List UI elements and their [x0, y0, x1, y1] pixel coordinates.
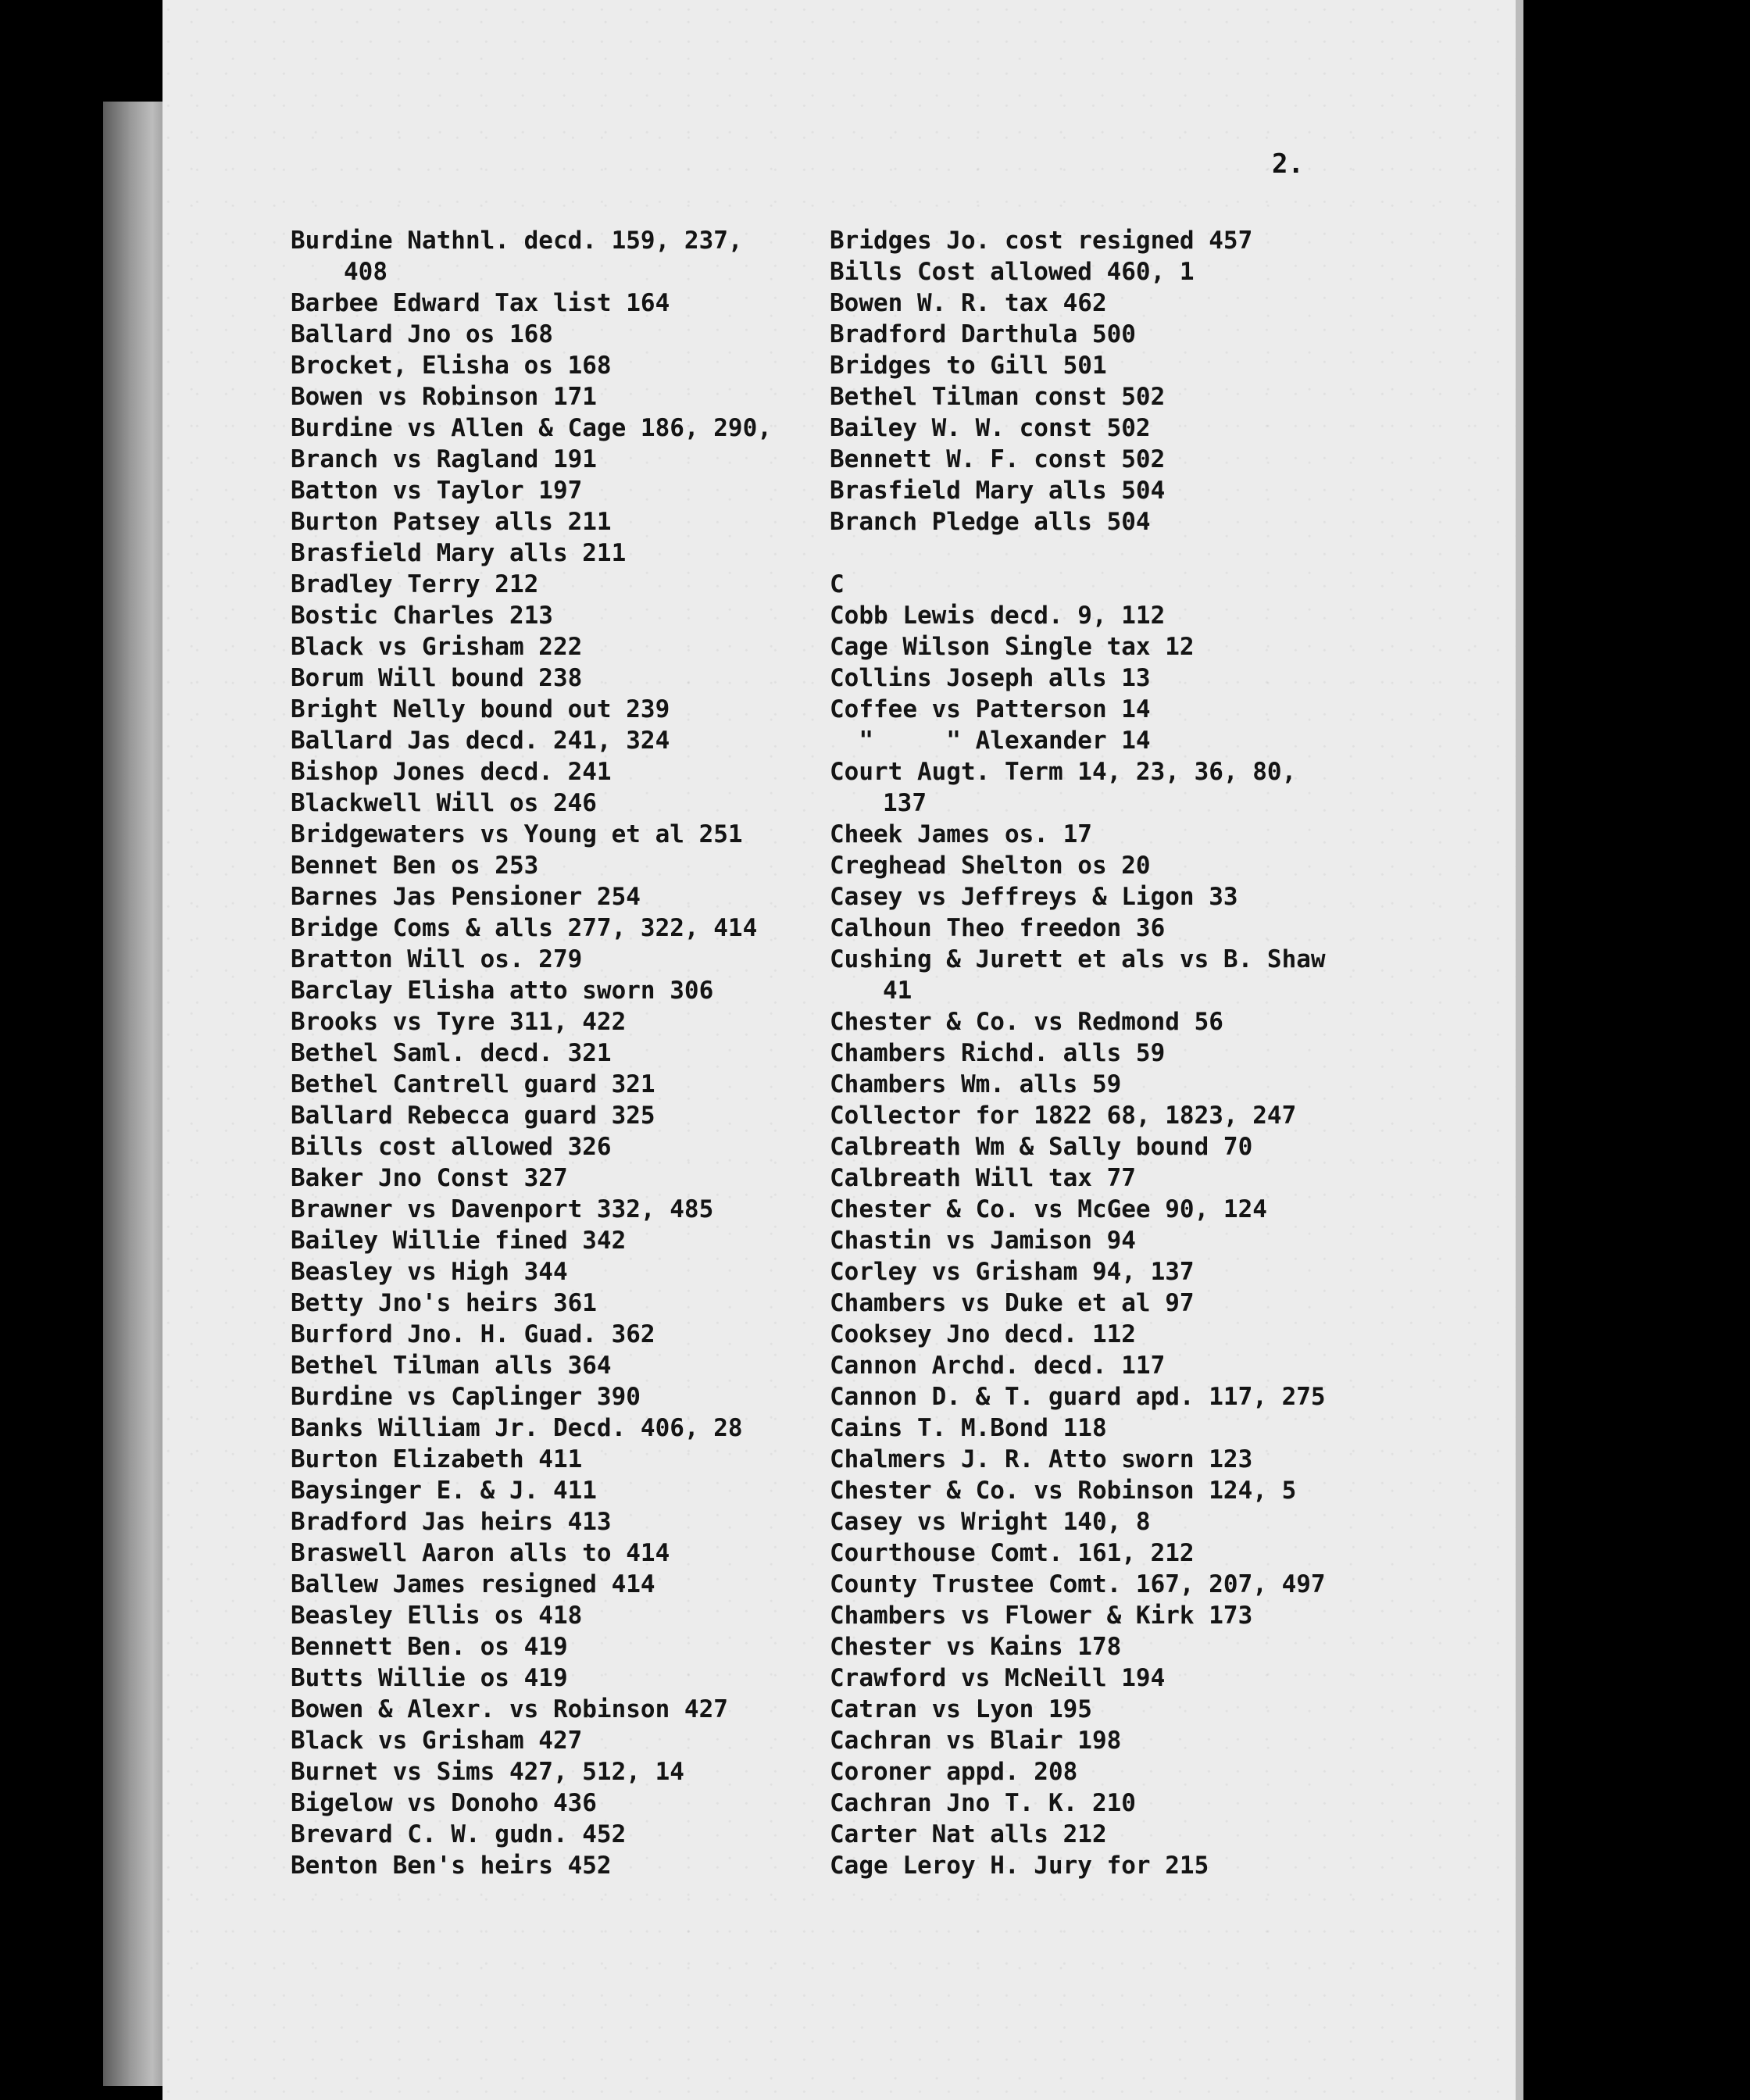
index-entry: Benton Ben's heirs 452 [291, 1852, 612, 1880]
index-entry: Ballew James resigned 414 [291, 1570, 655, 1598]
index-entry: Bridgewaters vs Young et al 251 [291, 820, 743, 848]
index-entry: Bowen & Alexr. vs Robinson 427 [291, 1695, 728, 1723]
index-entry: Burdine Nathnl. decd. 159, 237, [291, 227, 743, 255]
index-entry: Chalmers J. R. Atto sworn 123 [830, 1445, 1253, 1473]
index-entry: Brooks vs Tyre 311, 422 [291, 1008, 627, 1036]
index-entry: Brocket, Elisha os 168 [291, 352, 612, 380]
index-entry: Cage Wilson Single tax 12 [830, 633, 1195, 661]
index-entry: Burdine vs Allen & Cage 186, 290, [291, 414, 772, 442]
index-entry: Brasfield Mary alls 211 [291, 539, 627, 567]
blank-line [830, 538, 1423, 569]
index-entry: Cushing & Jurett et als vs B. Shaw [830, 945, 1326, 973]
index-entry: Brasfield Mary alls 504 [830, 477, 1166, 505]
index-entry: Cooksey Jno decd. 112 [830, 1320, 1136, 1348]
index-entry: Calhoun Theo freedon 36 [830, 914, 1166, 942]
index-entry: Branch Pledge alls 504 [830, 508, 1151, 536]
index-entry: Beasley Ellis os 418 [291, 1602, 583, 1630]
index-entry: Chester & Co. vs Robinson 124, 5 [830, 1477, 1297, 1505]
index-entry: Burdine vs Caplinger 390 [291, 1383, 641, 1411]
index-entry-continuation: 41 [883, 977, 912, 1005]
index-entry: Baker Jno Const 327 [291, 1164, 568, 1192]
index-entry: C [830, 570, 845, 598]
index-entry: Burnet vs Sims 427, 512, 14 [291, 1758, 684, 1786]
index-entry: Chambers vs Flower & Kirk 173 [830, 1602, 1253, 1630]
index-entry: Batton vs Taylor 197 [291, 477, 583, 505]
index-entry: Bennet Ben os 253 [291, 852, 539, 880]
index-entry: Burton Elizabeth 411 [291, 1445, 583, 1473]
index-entry: Cachran vs Blair 198 [830, 1727, 1122, 1755]
index-entry: Bennett Ben. os 419 [291, 1633, 568, 1661]
index-entry: Cachran Jno T. K. 210 [830, 1789, 1136, 1817]
index-entry: Calbreath Wm & Sally bound 70 [830, 1133, 1253, 1161]
index-entry: Bridges to Gill 501 [830, 352, 1107, 380]
index-entry: Black vs Grisham 222 [291, 633, 583, 661]
index-entry: Banks William Jr. Decd. 406, 28 [291, 1414, 743, 1442]
index-entry: County Trustee Comt. 167, 207, 497 [830, 1570, 1326, 1598]
index-column-right [830, 225, 1423, 1881]
index-entry: Cains T. M.Bond 118 [830, 1414, 1107, 1442]
index-entry: Chastin vs Jamison 94 [830, 1227, 1136, 1255]
index-entry: Collector for 1822 68, 1823, 247 [830, 1102, 1297, 1130]
index-entry: Bills cost allowed 326 [291, 1133, 612, 1161]
index-entry: Bright Nelly bound out 239 [291, 695, 670, 723]
index-entry: Bradley Terry 212 [291, 570, 539, 598]
index-entry: Cannon Archd. decd. 117 [830, 1352, 1166, 1380]
index-entry: Bennett W. F. const 502 [830, 445, 1166, 473]
index-entry: Casey vs Jeffreys & Ligon 33 [830, 883, 1238, 911]
index-entry: Bishop Jones decd. 241 [291, 758, 612, 786]
index-entry: Burton Patsey alls 211 [291, 508, 612, 536]
index-entry: Barbee Edward Tax list 164 [291, 289, 670, 317]
index-entry: Bethel Tilman alls 364 [291, 1352, 612, 1380]
index-entry: Ballard Jas decd. 241, 324 [291, 727, 670, 755]
index-entry: Bradford Jas heirs 413 [291, 1508, 612, 1536]
index-entry: Bigelow vs Donoho 436 [291, 1789, 597, 1817]
index-entry: Bills Cost allowed 460, 1 [830, 258, 1195, 286]
index-entry: Bowen vs Robinson 171 [291, 383, 597, 411]
index-entry: Brevard C. W. gudn. 452 [291, 1820, 627, 1848]
index-entry: Bradford Darthula 500 [830, 320, 1136, 348]
index-entry: Barnes Jas Pensioner 254 [291, 883, 641, 911]
index-entry: Courthouse Comt. 161, 212 [830, 1539, 1195, 1567]
index-entry: Casey vs Wright 140, 8 [830, 1508, 1151, 1536]
index-entry: Butts Willie os 419 [291, 1664, 568, 1692]
index-entry: Chester & Co. vs Redmond 56 [830, 1008, 1223, 1036]
index-entry: Beasley vs High 344 [291, 1258, 568, 1286]
index-entry: Black vs Grisham 427 [291, 1727, 583, 1755]
index-entry: Ballard Rebecca guard 325 [291, 1102, 655, 1130]
index-entry: Bailey Willie fined 342 [291, 1227, 627, 1255]
index-entry: Branch vs Ragland 191 [291, 445, 597, 473]
index-entry: Chambers Wm. alls 59 [830, 1070, 1122, 1098]
index-entry: Creghead Shelton os 20 [830, 852, 1151, 880]
index-entry: " " Alexander 14 [830, 727, 1151, 755]
index-entry: Court Augt. Term 14, 23, 36, 80, [830, 758, 1297, 786]
index-entry: Bailey W. W. const 502 [830, 414, 1151, 442]
index-column-left [291, 225, 884, 1881]
index-entry: Coroner appd. 208 [830, 1758, 1078, 1786]
index-entry-continuation: 137 [883, 789, 927, 817]
index-entry: Collins Joseph alls 13 [830, 664, 1151, 692]
index-entry: Blackwell Will os 246 [291, 789, 597, 817]
index-entry: Chambers Richd. alls 59 [830, 1039, 1166, 1067]
index-entry: Bratton Will os. 279 [291, 945, 583, 973]
index-entry-continuation: 408 [344, 258, 388, 286]
index-entry: Carter Nat alls 212 [830, 1820, 1107, 1848]
page-number: 2. [1272, 148, 1304, 180]
index-entry: Catran vs Lyon 195 [830, 1695, 1092, 1723]
index-entry: Brawner vs Davenport 332, 485 [291, 1195, 714, 1223]
index-entry: Chambers vs Duke et al 97 [830, 1289, 1195, 1317]
index-entry: Bethel Tilman const 502 [830, 383, 1166, 411]
index-entry: Cannon D. & T. guard apd. 117, 275 [830, 1383, 1326, 1411]
index-entry: Bethel Cantrell guard 321 [291, 1070, 655, 1098]
index-entry: Braswell Aaron alls to 414 [291, 1539, 670, 1567]
index-entry: Bridge Coms & alls 277, 322, 414 [291, 914, 758, 942]
index-entry: Chester vs Kains 178 [830, 1633, 1122, 1661]
index-entry: Crawford vs McNeill 194 [830, 1664, 1166, 1692]
index-entry: Cobb Lewis decd. 9, 112 [830, 602, 1166, 630]
index-entry: Bostic Charles 213 [291, 602, 553, 630]
index-entry: Betty Jno's heirs 361 [291, 1289, 597, 1317]
index-entry: Calbreath Will tax 77 [830, 1164, 1136, 1192]
index-entry: Bethel Saml. decd. 321 [291, 1039, 612, 1067]
index-entry: Cage Leroy H. Jury for 215 [830, 1852, 1209, 1880]
index-entry: Barclay Elisha atto sworn 306 [291, 977, 714, 1005]
index-entry: Chester & Co. vs McGee 90, 124 [830, 1195, 1267, 1223]
index-entry: Ballard Jno os 168 [291, 320, 553, 348]
page-edge-shadow [1516, 0, 1523, 2100]
index-entry: Coffee vs Patterson 14 [830, 695, 1151, 723]
index-entry: Burford Jno. H. Guad. 362 [291, 1320, 655, 1348]
index-entry: Cheek James os. 17 [830, 820, 1092, 848]
index-entry: Borum Will bound 238 [291, 664, 583, 692]
index-entry: Bowen W. R. tax 462 [830, 289, 1107, 317]
index-entry: Bridges Jo. cost resigned 457 [830, 227, 1253, 255]
index-entry: Corley vs Grisham 94, 137 [830, 1258, 1195, 1286]
index-entry: Baysinger E. & J. 411 [291, 1477, 597, 1505]
